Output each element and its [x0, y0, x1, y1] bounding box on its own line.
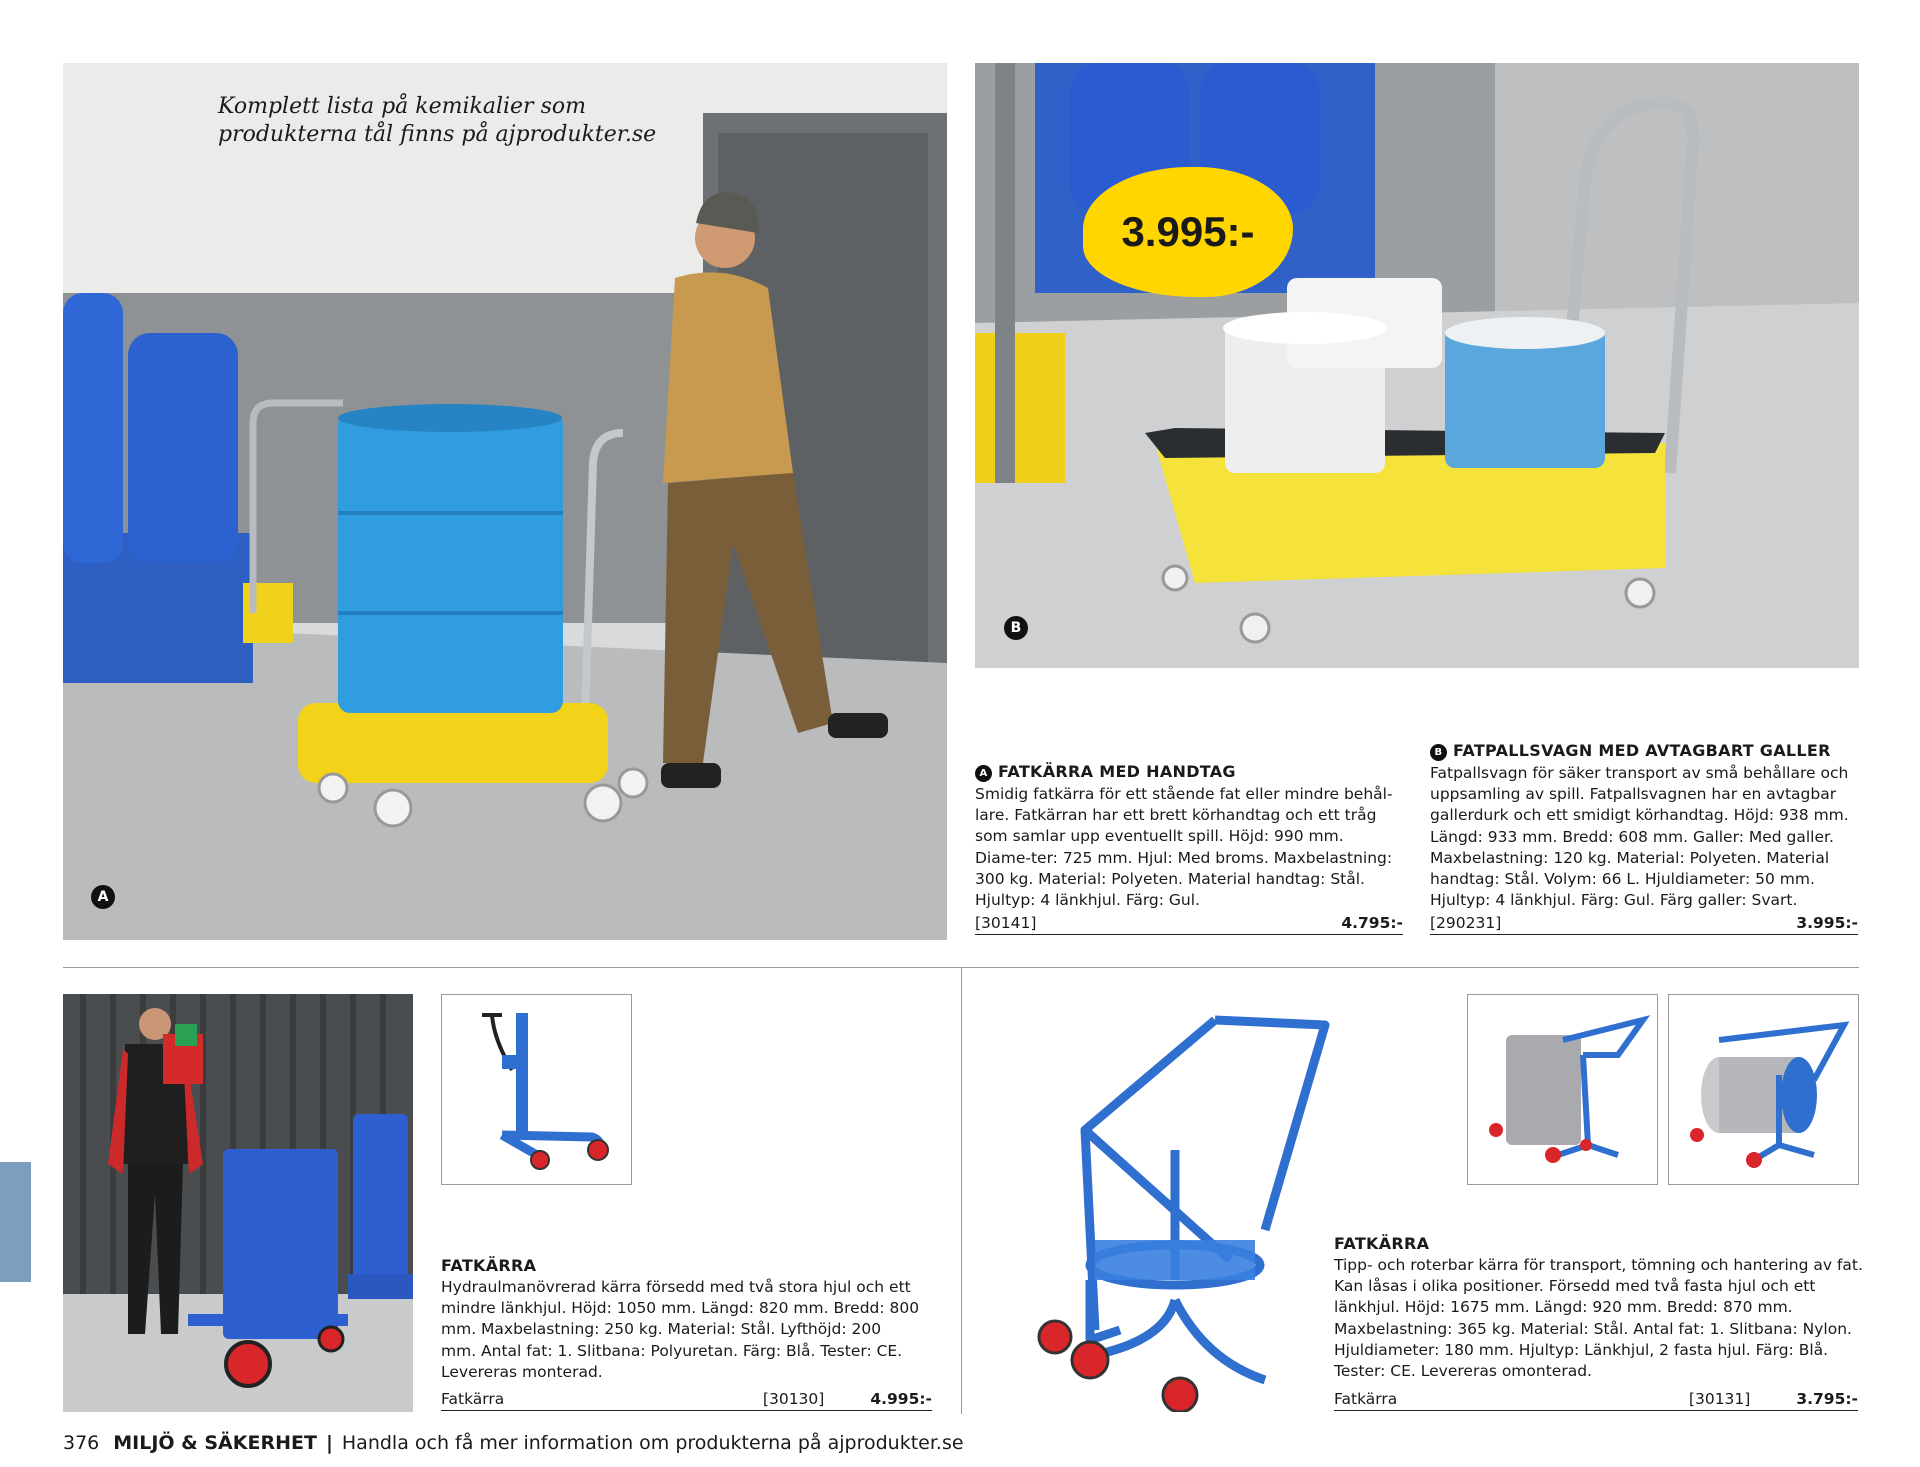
product-b-text	[1430, 741, 1860, 911]
product-b-price-row	[1430, 914, 1858, 935]
footer-separator: |	[325, 1432, 333, 1454]
product-c-description: Hydraulmanövrerad kärra försedd med två stora hjul och ett mindre länkhjul. Höjd: 1050 mm. Längd: 820 mm. Bredd: 800 mm. Maxbelastning: 250 kg. Material: Stål. Lyfthöjd: 200 mm. Antal fat: 1. Slitbana: Polyuretan. Färg: Blå. Tester: CE. Levereras monterad.	[441, 1278, 920, 1381]
badge-a: A	[91, 885, 115, 909]
thumbnail-product-c[interactable]	[441, 994, 632, 1185]
footer	[63, 1432, 964, 1454]
product-b-price: 3.995:-	[1796, 914, 1858, 932]
photo-caption-line-1: Komplett lista på kemikalier som	[218, 94, 586, 119]
price-bubble	[1083, 167, 1293, 297]
product-a-price: 4.795:-	[1341, 914, 1403, 932]
product-c-row-name: Fatkärra	[441, 1390, 505, 1408]
product-c-text	[441, 1256, 921, 1383]
section-side-tab	[0, 1162, 31, 1282]
product-c-price: 4.995:-	[870, 1390, 932, 1408]
product-d-row-name: Fatkärra	[1334, 1390, 1398, 1408]
product-b-title-badge: B	[1430, 744, 1447, 761]
page-number: 376	[63, 1432, 100, 1454]
product-b-description: Fatpallsvagn för säker transport av små behållare och uppsamling av spill. Fatpallsvagnen har en avtagbar gallerdurk och ett smidigt körhandtag. Höjd: 938 mm. Längd: 933 mm. Bredd: 608 mm. Galler: Med galler. Maxbelastning: 120 kg. Material: Polyeten. Material handtag: Stål. Volym: 66 L. Hjuldiameter: 50 mm. Hjultyp: 4 länkhjul. Färg: Gul. Färg galler: Svart.	[1430, 764, 1849, 910]
photo-caption	[218, 93, 656, 149]
product-d-text	[1334, 1234, 1874, 1382]
photo-product-b	[975, 63, 1859, 668]
product-a-sku: [30141]	[975, 914, 1037, 932]
product-c-sku: [30130]	[762, 1390, 825, 1408]
product-a-text	[975, 762, 1400, 911]
photo-caption-line-2: produkterna tål finns på ajprodukter.se	[218, 122, 657, 147]
image-product-d	[1025, 1010, 1345, 1412]
product-c-price-row	[441, 1390, 932, 1411]
product-d-price: 3.795:-	[1796, 1390, 1858, 1408]
photo-product-a	[63, 63, 947, 940]
footer-text: Handla och få mer information om produkterna på ajprodukter.se	[341, 1432, 964, 1454]
product-a-description: Smidig fatkärra för ett stående fat eller mindre behål-lare. Fatkärran har ett brett körhandtag och ett tråg som samlar upp eventuellt spill. Höjd: 990 mm. Diame-ter: 725 mm. Hjul: Med broms. Maxbelastning: 300 kg. Material: Polyeten. Material handtag: Stål. Hjultyp: 4 länkhjul. Färg: Gul.	[975, 785, 1393, 910]
product-d-title: FATKÄRRA	[1334, 1234, 1430, 1253]
badge-b: B	[1004, 616, 1028, 640]
vertical-divider	[961, 967, 962, 1414]
price-bubble-text: 3.995:-	[1121, 208, 1255, 255]
product-d-description: Tipp- och roterbar kärra för transport, tömning och hantering av fat. Kan låsas i olika positioner. Försedd med två fasta hjul och ett länkhjul. Höjd: 1675 mm. Längd: 920 mm. Bredd: 870 mm. Maxbelastning: 365 kg. Material: Stål. Antal fat: 1. Slitbana: Nylon. Hjuldiameter: 180 mm. Hjultyp: Länkhjul, 2 fasta hjul. Färg: Blå. Tester: CE. Levereras omonterad.	[1334, 1256, 1863, 1381]
product-c-title: FATKÄRRA	[441, 1256, 537, 1275]
thumbnail-product-d-upright[interactable]	[1467, 994, 1658, 1185]
product-a-title: FATKÄRRA MED HANDTAG	[998, 762, 1236, 781]
product-a-price-row	[975, 914, 1403, 935]
footer-section: MILJÖ & SÄKERHET	[113, 1432, 317, 1454]
thumbnail-product-d-tilted[interactable]	[1668, 994, 1859, 1185]
product-d-sku: [30131]	[1688, 1390, 1751, 1408]
product-d-price-row	[1334, 1390, 1858, 1411]
product-b-sku: [290231]	[1430, 914, 1502, 932]
product-b-title: FATPALLSVAGN MED AVTAGBART GALLER	[1453, 741, 1831, 760]
product-a-title-badge: A	[975, 765, 992, 782]
photo-product-c	[63, 994, 413, 1412]
